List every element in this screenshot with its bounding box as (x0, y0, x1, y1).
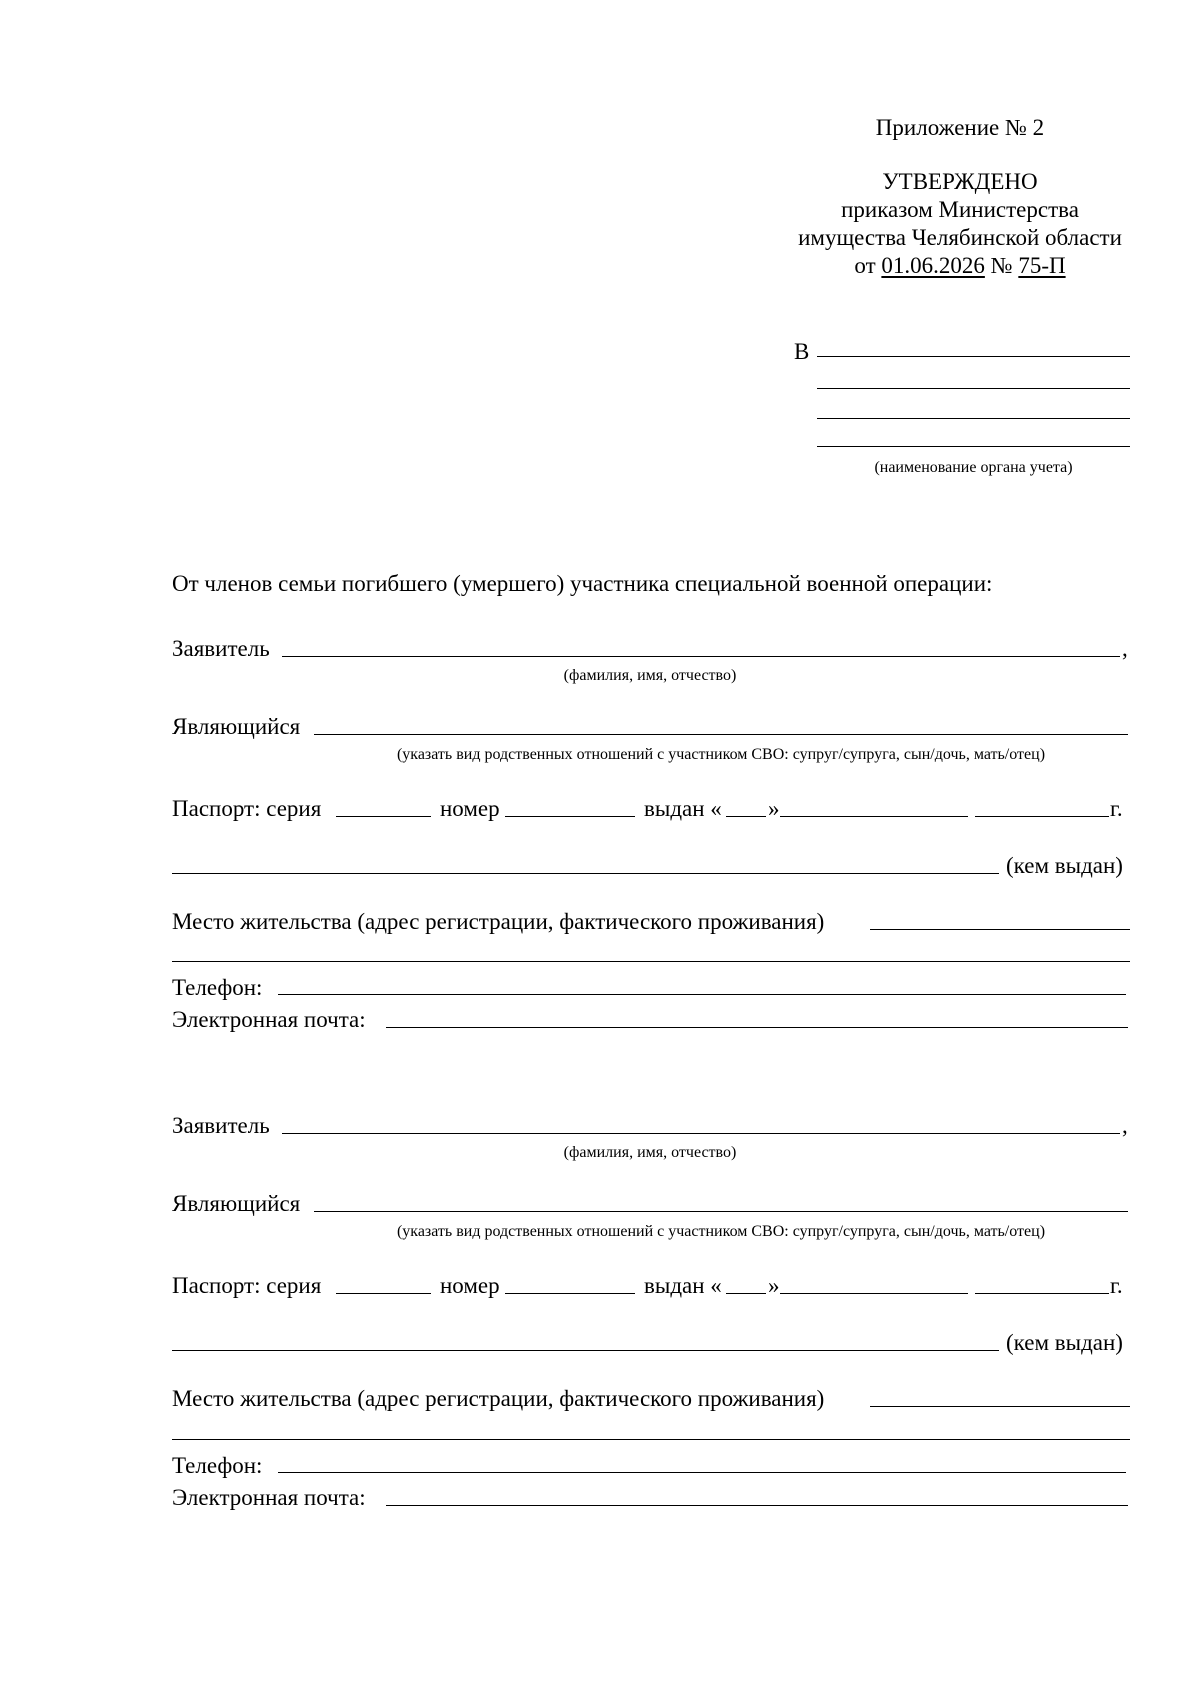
issue-day-field[interactable] (726, 1293, 766, 1294)
issue-month-field[interactable] (780, 1293, 968, 1294)
recipient-field-2[interactable] (817, 388, 1130, 389)
residence-field-1[interactable] (870, 929, 1130, 930)
residence-field-1[interactable] (870, 1406, 1130, 1407)
order-line-2: имущества Челябинской области (798, 225, 1122, 250)
order-line-1: приказом Министерства (841, 197, 1079, 222)
passport-number-label: номер (440, 1273, 500, 1298)
issued-by-label: (кем выдан) (1006, 1330, 1123, 1355)
issued-by-field[interactable] (172, 1350, 999, 1351)
order-date: 01.06.2026 (881, 253, 985, 278)
recipient-field-1[interactable] (817, 356, 1130, 357)
intro-text: От членов семьи погибшего (умершего) участника специальной военной операции: (172, 571, 993, 596)
applicant-comma: , (1122, 636, 1128, 661)
relation-field[interactable] (314, 1211, 1128, 1212)
number-sign: № (990, 253, 1013, 278)
passport-label: Паспорт: серия (172, 1273, 322, 1298)
email-label: Электронная почта: (172, 1007, 366, 1032)
email-field[interactable] (386, 1505, 1128, 1506)
applicant-fio-field[interactable] (282, 656, 1120, 657)
recipient-field-3[interactable] (817, 418, 1130, 419)
passport-series-field[interactable] (336, 1293, 431, 1294)
phone-label: Телефон: (172, 1453, 263, 1478)
issued-by-label: (кем выдан) (1006, 853, 1123, 878)
issue-year-field[interactable] (975, 816, 1109, 817)
residence-field-2[interactable] (172, 961, 1130, 962)
recipient-prefix: В (794, 339, 810, 364)
passport-number-label: номер (440, 796, 500, 821)
relation-caption: (указать вид родственных отношений с участником СВО: супруг/супруга, сын/дочь, мать/отец) (396, 1223, 1046, 1240)
passport-series-field[interactable] (336, 816, 431, 817)
residence-label: Место жительства (адрес регистрации, фактического проживания) (172, 909, 825, 934)
approved-stamp-title: УТВЕРЖДЕНО (882, 169, 1038, 194)
applicant-label: Заявитель (172, 1113, 270, 1138)
residence-label: Место жительства (адрес регистрации, фактического проживания) (172, 1386, 825, 1411)
email-field[interactable] (386, 1027, 1128, 1028)
applicant-label: Заявитель (172, 636, 270, 661)
quote-close: » (768, 796, 780, 821)
fio-caption: (фамилия, имя, отчество) (563, 667, 737, 684)
applicant-comma: , (1122, 1113, 1128, 1138)
phone-label: Телефон: (172, 975, 263, 1000)
issue-year-field[interactable] (975, 1293, 1109, 1294)
relation-label: Являющийся (172, 714, 301, 739)
issue-month-field[interactable] (780, 816, 968, 817)
year-suffix: г. (1110, 1273, 1123, 1298)
fio-caption: (фамилия, имя, отчество) (563, 1144, 737, 1161)
passport-label: Паспорт: серия (172, 796, 322, 821)
passport-number-field[interactable] (505, 1293, 635, 1294)
issued-label: выдан « (644, 796, 722, 821)
relation-label: Являющийся (172, 1191, 301, 1216)
quote-close: » (768, 1273, 780, 1298)
relation-caption: (указать вид родственных отношений с участником СВО: супруг/супруга, сын/дочь, мать/отец) (396, 746, 1046, 763)
order-number: 75-П (1018, 253, 1066, 278)
appendix-number: Приложение № 2 (875, 115, 1045, 140)
issued-by-field[interactable] (172, 873, 999, 874)
email-label: Электронная почта: (172, 1485, 366, 1510)
recipient-caption: (наименование органа учета) (874, 459, 1073, 476)
applicant-fio-field[interactable] (282, 1133, 1120, 1134)
recipient-field-4[interactable] (817, 446, 1130, 447)
order-date-line (770, 252, 1150, 280)
date-prefix: от (854, 253, 876, 278)
phone-field[interactable] (278, 1472, 1126, 1473)
residence-field-2[interactable] (172, 1439, 1130, 1440)
issued-label: выдан « (644, 1273, 722, 1298)
passport-number-field[interactable] (505, 816, 635, 817)
relation-field[interactable] (314, 734, 1128, 735)
phone-field[interactable] (278, 994, 1126, 995)
issue-day-field[interactable] (726, 816, 766, 817)
year-suffix: г. (1110, 796, 1123, 821)
